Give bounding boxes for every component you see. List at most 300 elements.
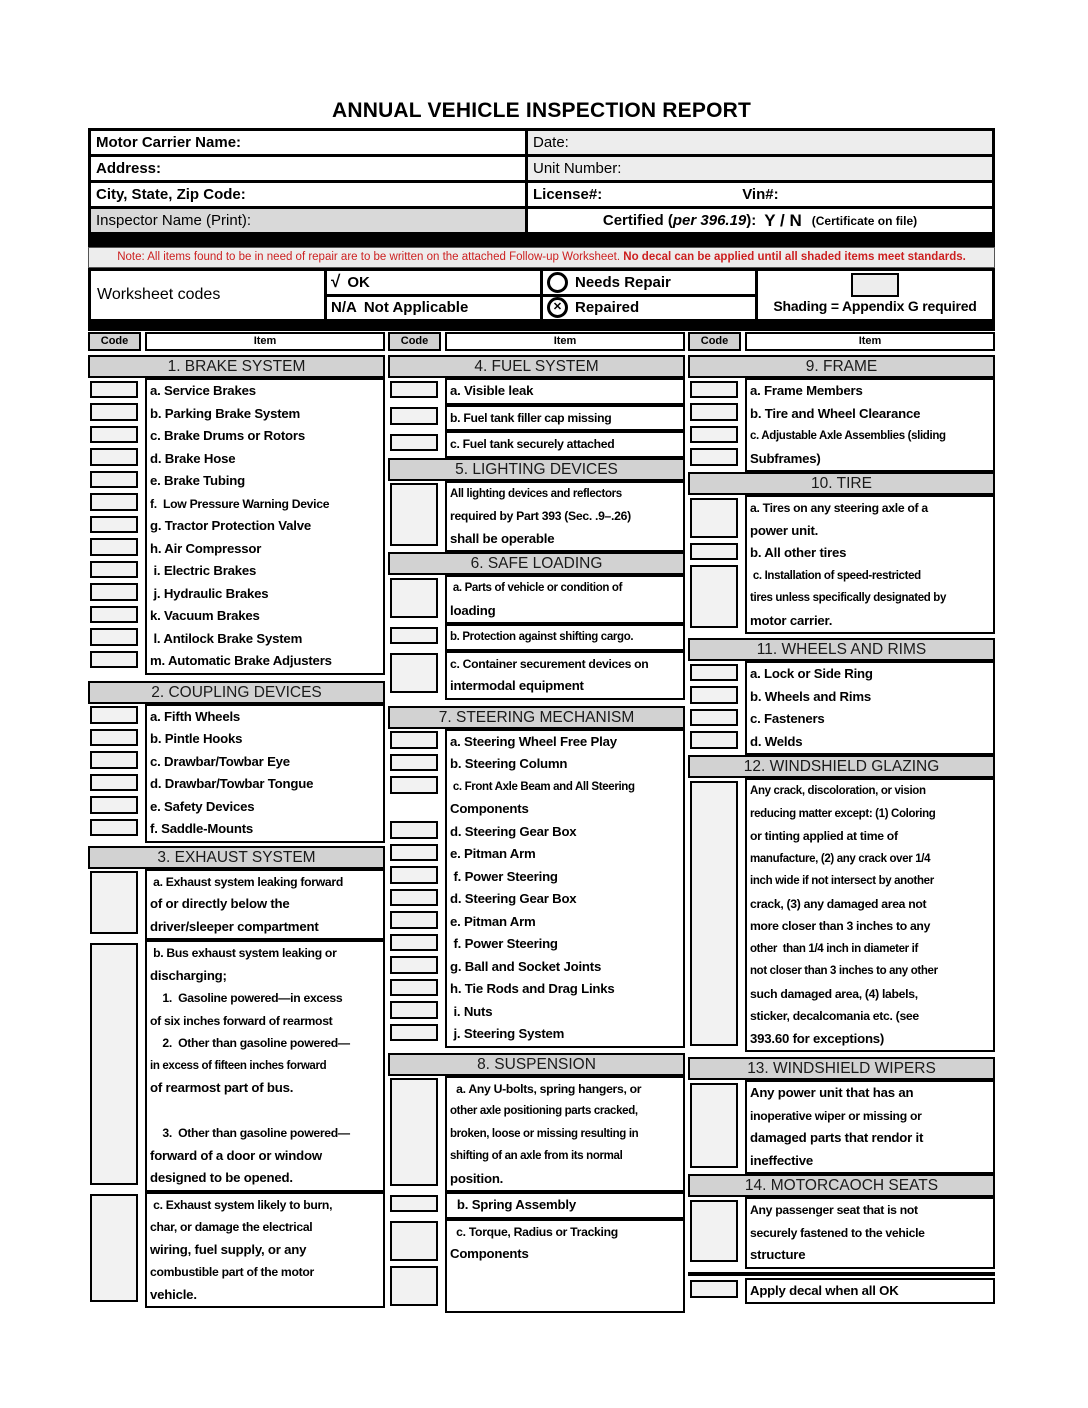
code-box[interactable] bbox=[390, 911, 438, 929]
certificate-on-file-note: (Certificate on file) bbox=[811, 213, 918, 228]
circle-x-icon bbox=[547, 297, 568, 318]
code-box[interactable] bbox=[390, 1221, 438, 1261]
item-label: inch wide if not intersect by another bbox=[750, 875, 934, 887]
item-group bbox=[388, 481, 685, 553]
code-column bbox=[388, 405, 445, 432]
section bbox=[388, 458, 685, 553]
code-box[interactable] bbox=[690, 381, 738, 399]
item-label: of six inches forward of rearmost bbox=[150, 1013, 333, 1028]
item-label bbox=[150, 1100, 383, 1123]
item-label: of rearmost part of bus. bbox=[150, 1080, 294, 1095]
section-divider bbox=[688, 1272, 995, 1276]
section-header: 1. BRAKE SYSTEM bbox=[88, 355, 385, 378]
item-group bbox=[88, 378, 385, 675]
item-label: f. Saddle-Mounts bbox=[150, 821, 254, 836]
code-box[interactable] bbox=[690, 403, 738, 421]
code-box[interactable] bbox=[390, 776, 438, 794]
code-box[interactable] bbox=[690, 664, 738, 682]
item-label: crack, (3) any damaged area not bbox=[750, 896, 927, 911]
code-box[interactable] bbox=[390, 1078, 438, 1186]
section-header: 11. WHEELS AND RIMS bbox=[688, 638, 995, 661]
item-cell bbox=[745, 1278, 995, 1305]
section-header: 8. SUSPENSION bbox=[388, 1053, 685, 1076]
legend-column-left bbox=[327, 271, 543, 319]
item-cell bbox=[745, 1080, 995, 1174]
section bbox=[88, 846, 385, 1309]
divider-bar bbox=[88, 235, 995, 247]
code-column bbox=[388, 481, 445, 553]
item-cell bbox=[145, 940, 385, 1192]
item-label: f. Power Steering bbox=[450, 868, 558, 884]
code-column bbox=[688, 1278, 745, 1305]
section-header: 10. TIRE bbox=[688, 472, 995, 495]
code-box[interactable] bbox=[90, 493, 138, 511]
item-label: broken, loose or missing resulting in bbox=[450, 1127, 639, 1140]
item-cell bbox=[745, 1197, 995, 1269]
item-label: j. Hydraulic Brakes bbox=[150, 585, 269, 601]
item-group bbox=[388, 431, 685, 458]
section-header: 9. FRAME bbox=[688, 355, 995, 378]
code-box[interactable] bbox=[390, 934, 438, 952]
item-label: power unit. bbox=[750, 522, 819, 538]
item-label: e. Pitman Arm bbox=[450, 846, 536, 861]
item-label: f. Power Steering bbox=[450, 936, 558, 951]
column-brake-coupling-exhaust bbox=[88, 332, 385, 1308]
item-label: a. Exhaust system leaking forward bbox=[150, 874, 344, 889]
code-box[interactable] bbox=[690, 565, 738, 628]
item-group bbox=[388, 651, 685, 700]
section-header: 14. MOTORCAOCH SEATS bbox=[688, 1174, 995, 1197]
item-label: d. Welds bbox=[750, 733, 803, 749]
page-title: ANNUAL VEHICLE INSPECTION REPORT bbox=[331, 99, 752, 122]
item-label: sticker, decalcomania etc. (see bbox=[750, 1009, 919, 1023]
item-label: in excess of fifteen inches forward bbox=[150, 1059, 327, 1072]
code-column-header: Code bbox=[388, 332, 441, 351]
item-label: shall be operable bbox=[450, 530, 555, 546]
item-cell bbox=[445, 378, 685, 405]
section bbox=[388, 1053, 685, 1313]
item-label: 393.60 for exceptions) bbox=[750, 1030, 885, 1046]
code-box[interactable] bbox=[90, 729, 138, 747]
section bbox=[88, 355, 385, 675]
item-label: c. Container securement devices on bbox=[450, 656, 649, 671]
license-vin-row bbox=[528, 183, 992, 206]
section-header: 2. COUPLING DEVICES bbox=[88, 681, 385, 704]
code-box[interactable] bbox=[390, 1001, 438, 1019]
item-label: Components bbox=[450, 801, 529, 816]
code-box[interactable] bbox=[390, 979, 438, 997]
item-cell bbox=[445, 624, 685, 651]
item-label: k. Vacuum Brakes bbox=[150, 608, 260, 623]
section bbox=[388, 552, 685, 700]
code-box[interactable] bbox=[90, 448, 138, 466]
code-column bbox=[388, 1192, 445, 1219]
item-label: or tinting applied at time of bbox=[750, 829, 898, 843]
section bbox=[688, 1057, 995, 1174]
column-header-row bbox=[388, 332, 685, 351]
item-label: Any crack, discoloration, or vision bbox=[750, 785, 926, 797]
item-label: c. Brake Drums or Rotors bbox=[150, 428, 305, 443]
code-box[interactable] bbox=[390, 381, 438, 399]
item-label: intermodal equipment bbox=[450, 678, 584, 693]
item-cell bbox=[145, 869, 385, 941]
code-column-header: Code bbox=[688, 332, 741, 351]
item-label: position. bbox=[450, 1170, 504, 1186]
certified-label: Certified ( bbox=[602, 212, 673, 229]
legend-shading bbox=[758, 271, 992, 319]
item-label: shifting of an axle from its normal bbox=[450, 1150, 623, 1162]
code-column bbox=[388, 624, 445, 651]
item-label: structure bbox=[750, 1247, 806, 1262]
code-box[interactable] bbox=[90, 606, 138, 624]
circle-icon bbox=[547, 272, 568, 293]
section-header: 5. LIGHTING DEVICES bbox=[388, 458, 685, 481]
code-box[interactable] bbox=[90, 583, 138, 601]
code-column bbox=[388, 1076, 445, 1193]
legend-needs-repair bbox=[543, 271, 755, 297]
section bbox=[688, 1272, 995, 1305]
note-text-bold: No decal can be applied until all shaded items meet standards. bbox=[623, 251, 966, 263]
item-label: All lighting devices and reflectors bbox=[450, 487, 622, 500]
item-label: char, or damage the electrical bbox=[150, 1220, 313, 1234]
section bbox=[388, 355, 685, 458]
repaired-label: Repaired bbox=[575, 299, 640, 317]
code-box[interactable] bbox=[390, 821, 438, 839]
code-box[interactable] bbox=[690, 1280, 738, 1298]
code-box[interactable] bbox=[390, 1195, 438, 1213]
item-group bbox=[88, 704, 385, 843]
date-field[interactable]: Date: bbox=[528, 131, 992, 154]
item-label: a. Fifth Wheels bbox=[150, 708, 241, 724]
item-label: e. Brake Tubing bbox=[150, 473, 245, 488]
item-group bbox=[388, 378, 685, 405]
item-label: Any power unit that has an bbox=[750, 1085, 914, 1100]
code-column bbox=[688, 1080, 745, 1174]
item-label: c. Installation of speed-restricted bbox=[750, 569, 921, 582]
code-box[interactable] bbox=[90, 381, 138, 399]
code-box[interactable] bbox=[690, 781, 738, 1046]
shading-sample-box bbox=[851, 273, 899, 297]
section-header: 13. WINDSHIELD WIPERS bbox=[688, 1057, 995, 1080]
section-header: 12. WINDSHIELD GLAZING bbox=[688, 755, 995, 778]
inspector-name-field[interactable]: Inspector Name (Print): bbox=[91, 209, 528, 232]
worksheet-codes-legend bbox=[88, 268, 995, 322]
code-box[interactable] bbox=[690, 426, 738, 444]
item-cell bbox=[445, 481, 685, 553]
item-label: Apply decal when all OK bbox=[750, 1282, 899, 1298]
section bbox=[688, 755, 995, 1052]
item-group bbox=[388, 624, 685, 651]
certified-regulation: per 396.19 bbox=[672, 212, 747, 229]
code-column bbox=[88, 940, 145, 1192]
city-state-zip-field[interactable]: City, State, Zip Code: bbox=[91, 183, 528, 206]
table-row bbox=[91, 183, 992, 209]
item-label: loading bbox=[450, 602, 496, 618]
carrier-info-table bbox=[88, 128, 995, 235]
item-group bbox=[388, 729, 685, 1048]
item-label bbox=[450, 1266, 683, 1289]
code-column bbox=[388, 729, 445, 1048]
section bbox=[688, 638, 995, 755]
code-box[interactable] bbox=[390, 844, 438, 862]
item-cell bbox=[145, 378, 385, 675]
item-cell bbox=[745, 661, 995, 755]
code-column bbox=[388, 378, 445, 405]
section bbox=[688, 1174, 995, 1269]
item-group bbox=[688, 1278, 995, 1305]
code-box[interactable] bbox=[90, 796, 138, 814]
column-header-row bbox=[688, 332, 995, 351]
item-group bbox=[88, 1192, 385, 1309]
item-group bbox=[388, 1192, 685, 1219]
item-label: designed to be opened. bbox=[150, 1170, 293, 1185]
item-label: damaged parts that rendor it bbox=[750, 1130, 924, 1145]
item-label: a. Steering Wheel Free Play bbox=[450, 733, 617, 749]
code-column bbox=[388, 575, 445, 624]
item-label: b. Bus exhaust system leaking or bbox=[150, 946, 337, 960]
item-column-header: Item bbox=[145, 332, 385, 351]
code-box[interactable] bbox=[90, 1194, 138, 1302]
item-label: securely fastened to the vehicle bbox=[750, 1225, 925, 1240]
item-group bbox=[88, 940, 385, 1192]
item-label: d. Drawbar/Towbar Tongue bbox=[150, 776, 314, 791]
column-frame-tire-wheels-glazing bbox=[688, 332, 995, 1304]
code-column bbox=[688, 661, 745, 755]
item-label: m. Automatic Brake Adjusters bbox=[150, 653, 332, 668]
item-cell bbox=[445, 575, 685, 624]
code-box[interactable] bbox=[390, 483, 438, 546]
item-label: c. Exhaust system likely to burn, bbox=[150, 1197, 333, 1212]
code-column-header: Code bbox=[88, 332, 141, 351]
code-column bbox=[88, 378, 145, 675]
worksheet-codes-label: Worksheet codes bbox=[91, 271, 327, 319]
needs-repair-label: Needs Repair bbox=[575, 273, 671, 291]
item-label: b. Pintle Hooks bbox=[150, 731, 243, 746]
code-box[interactable] bbox=[90, 538, 138, 556]
item-label: g. Tractor Protection Valve bbox=[150, 518, 311, 533]
item-group bbox=[388, 575, 685, 624]
code-column bbox=[388, 651, 445, 700]
address-field[interactable]: Address: bbox=[91, 157, 528, 180]
table-row bbox=[91, 131, 992, 157]
item-label: other axle positioning parts cracked, bbox=[450, 1105, 638, 1117]
item-cell bbox=[445, 1219, 685, 1313]
item-label: motor carrier. bbox=[750, 612, 833, 628]
item-label: ineffective bbox=[750, 1152, 814, 1168]
item-label: b. Tire and Wheel Clearance bbox=[750, 405, 921, 421]
section bbox=[688, 355, 995, 472]
code-box[interactable] bbox=[90, 651, 138, 669]
item-cell bbox=[745, 495, 995, 634]
repair-note bbox=[88, 247, 995, 268]
item-label: b. All other tires bbox=[750, 545, 847, 560]
code-box[interactable] bbox=[390, 653, 438, 693]
item-label: b. Spring Assembly bbox=[450, 1197, 576, 1212]
item-cell bbox=[445, 651, 685, 700]
item-label: vehicle. bbox=[150, 1286, 197, 1302]
item-column-header: Item bbox=[445, 332, 685, 351]
code-box[interactable] bbox=[390, 1266, 438, 1306]
code-box[interactable] bbox=[390, 889, 438, 907]
item-label: manufacture, (2) any crack over 1/4 bbox=[750, 852, 931, 865]
item-label: d. Steering Gear Box bbox=[450, 891, 577, 906]
code-box[interactable] bbox=[690, 498, 738, 538]
code-box[interactable] bbox=[90, 471, 138, 489]
code-box[interactable] bbox=[90, 516, 138, 534]
item-label: not closer than 3 inches to any other bbox=[750, 965, 938, 977]
item-label bbox=[450, 1288, 683, 1311]
code-column bbox=[88, 704, 145, 843]
item-label: other than 1/4 inch in diameter if bbox=[750, 942, 918, 955]
item-label: 3. Other than gasoline powered— bbox=[150, 1126, 350, 1140]
certified-yes-no[interactable]: Y / N bbox=[764, 210, 802, 230]
table-row bbox=[91, 209, 992, 232]
item-label: b. Wheels and Rims bbox=[750, 688, 871, 704]
item-label: c. Torque, Radius or Tracking bbox=[450, 1224, 618, 1239]
item-label: combustible part of the motor bbox=[150, 1265, 314, 1279]
code-box[interactable] bbox=[90, 426, 138, 444]
motor-carrier-name-field[interactable]: Motor Carrier Name: bbox=[91, 131, 528, 154]
divider-bar bbox=[88, 322, 995, 331]
item-label: l. Antilock Brake System bbox=[150, 630, 303, 646]
item-cell bbox=[445, 1192, 685, 1219]
na-symbol: N/A bbox=[331, 299, 357, 317]
code-box[interactable] bbox=[690, 731, 738, 749]
item-label: e. Safety Devices bbox=[150, 798, 255, 814]
legend-ok bbox=[327, 271, 540, 297]
item-group bbox=[688, 495, 995, 634]
item-cell bbox=[745, 378, 995, 472]
item-label: Any passenger seat that is not bbox=[750, 1203, 918, 1217]
item-label: h. Air Compressor bbox=[150, 540, 262, 556]
item-label: tires unless specifically designated by bbox=[750, 592, 946, 604]
item-label: h. Tie Rods and Drag Links bbox=[450, 981, 615, 996]
item-label: g. Ball and Socket Joints bbox=[450, 958, 602, 974]
item-label: Components bbox=[450, 1246, 529, 1261]
section-header: 7. STEERING MECHANISM bbox=[388, 706, 685, 729]
item-label: a. Service Brakes bbox=[150, 383, 256, 398]
item-group bbox=[688, 1197, 995, 1269]
code-box[interactable] bbox=[390, 627, 438, 645]
item-group bbox=[688, 778, 995, 1052]
code-spacer bbox=[388, 796, 436, 819]
item-label: c. Front Axle Beam and All Steering bbox=[450, 780, 635, 793]
item-label: a. Frame Members bbox=[750, 383, 863, 398]
code-box[interactable] bbox=[90, 706, 138, 724]
code-box[interactable] bbox=[90, 819, 138, 837]
item-label: i. Nuts bbox=[450, 1003, 493, 1019]
item-label: e. Pitman Arm bbox=[450, 913, 536, 929]
item-label: d. Brake Hose bbox=[150, 450, 236, 466]
item-group bbox=[388, 1076, 685, 1193]
item-label: c. Fasteners bbox=[750, 711, 825, 726]
item-group bbox=[88, 869, 385, 941]
code-box[interactable] bbox=[90, 943, 138, 1186]
code-box[interactable] bbox=[690, 1083, 738, 1168]
item-label: required by Part 393 (Sec. .9–.26) bbox=[450, 509, 631, 523]
table-row bbox=[91, 157, 992, 183]
item-label: a. Parts of vehicle or condition of bbox=[450, 582, 623, 594]
code-box[interactable] bbox=[690, 543, 738, 561]
item-cell bbox=[145, 1192, 385, 1309]
license-field[interactable]: License#: bbox=[533, 186, 603, 203]
item-group bbox=[388, 1219, 685, 1313]
item-label: b. Fuel tank filler cap missing bbox=[450, 410, 612, 425]
code-box[interactable] bbox=[690, 448, 738, 466]
unit-number-field[interactable]: Unit Number: bbox=[528, 157, 992, 180]
code-column bbox=[688, 495, 745, 634]
code-box[interactable] bbox=[90, 774, 138, 792]
item-cell bbox=[445, 405, 685, 432]
code-box[interactable] bbox=[690, 1200, 738, 1263]
code-box[interactable] bbox=[690, 709, 738, 727]
certified-field[interactable] bbox=[528, 209, 992, 232]
section-header: 6. SAFE LOADING bbox=[388, 552, 685, 575]
code-box[interactable] bbox=[390, 956, 438, 974]
section-header: 4. FUEL SYSTEM bbox=[388, 355, 685, 378]
item-label: more closer than 3 inches to any bbox=[750, 919, 931, 933]
code-box[interactable] bbox=[390, 731, 438, 749]
item-group bbox=[688, 378, 995, 472]
legend-not-applicable bbox=[327, 297, 540, 320]
code-column bbox=[88, 1192, 145, 1309]
code-box[interactable] bbox=[90, 751, 138, 769]
ok-label: OK bbox=[347, 273, 370, 291]
check-icon: √ bbox=[331, 272, 341, 292]
code-box[interactable] bbox=[390, 434, 438, 452]
item-column-header: Item bbox=[745, 332, 995, 351]
code-box[interactable] bbox=[690, 686, 738, 704]
code-box[interactable] bbox=[90, 871, 138, 934]
item-cell bbox=[445, 431, 685, 458]
legend-repaired bbox=[543, 297, 755, 320]
code-column bbox=[688, 778, 745, 1052]
code-box[interactable] bbox=[390, 1024, 438, 1042]
code-box[interactable] bbox=[90, 561, 138, 579]
item-group bbox=[688, 661, 995, 755]
section bbox=[688, 472, 995, 634]
column-header-row bbox=[88, 332, 385, 351]
item-cell bbox=[745, 778, 995, 1052]
item-cell bbox=[445, 1076, 685, 1193]
section-header: 3. EXHAUST SYSTEM bbox=[88, 846, 385, 869]
column-fuel-lighting-steering-suspension bbox=[388, 332, 685, 1313]
item-label: b. Protection against shifting cargo. bbox=[450, 631, 634, 643]
code-box[interactable] bbox=[390, 407, 438, 425]
item-group bbox=[388, 405, 685, 432]
item-label: wiring, fuel supply, or any bbox=[150, 1241, 307, 1257]
vin-field[interactable]: Vin#: bbox=[742, 186, 779, 203]
code-box[interactable] bbox=[390, 754, 438, 772]
item-label: c. Drawbar/Towbar Eye bbox=[150, 753, 290, 769]
section bbox=[388, 706, 685, 1048]
item-label: of or directly below the bbox=[150, 896, 290, 911]
item-label: j. Steering System bbox=[450, 1026, 565, 1041]
item-label: c. Fuel tank securely attached bbox=[450, 437, 615, 451]
section bbox=[88, 681, 385, 843]
item-label: inoperative wiper or missing or bbox=[750, 1108, 922, 1123]
item-label: 1. Gasoline powered—in excess bbox=[150, 991, 343, 1005]
code-column bbox=[88, 869, 145, 941]
code-box[interactable] bbox=[90, 403, 138, 421]
item-label: 2. Other than gasoline powered— bbox=[150, 1036, 350, 1050]
na-label: Not Applicable bbox=[363, 299, 469, 317]
code-box[interactable] bbox=[390, 578, 438, 618]
item-label: driver/sleeper compartment bbox=[150, 918, 319, 934]
legend-column-right bbox=[543, 271, 758, 319]
code-box[interactable] bbox=[390, 866, 438, 884]
code-box[interactable] bbox=[90, 628, 138, 646]
